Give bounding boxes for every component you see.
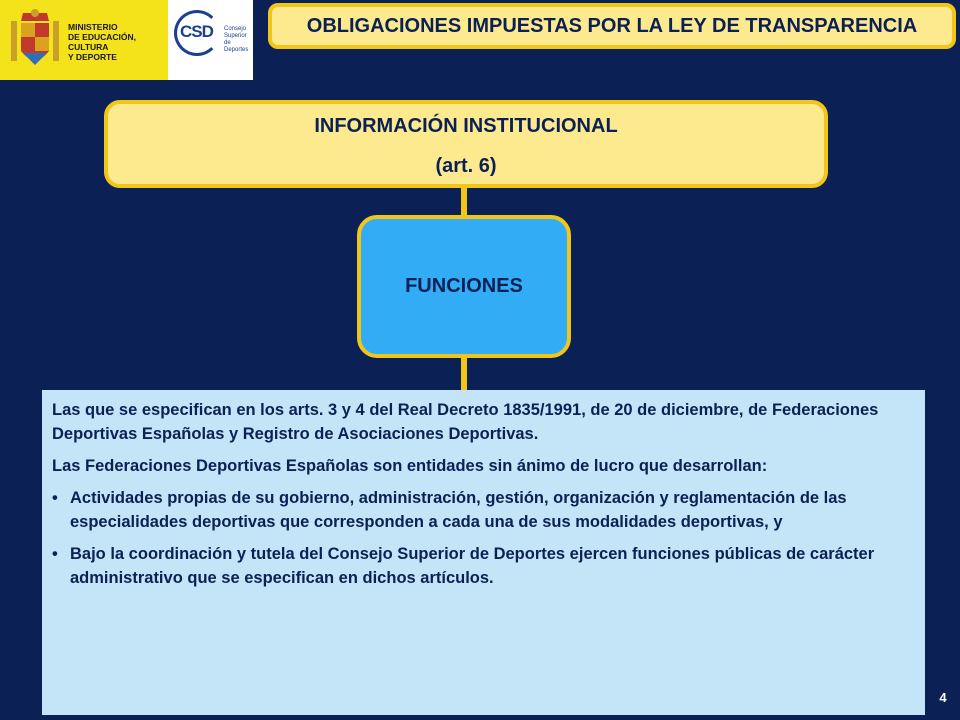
ministry-logo: [0, 0, 168, 80]
info-institucional-box: [104, 100, 828, 188]
content-paragraph: Las Federaciones Deportivas Españolas son entidades sin ánimo de lucro que desarrollan:: [52, 457, 768, 475]
list-item-text: Actividades propias de su gobierno, administración, gestión, organización y reglamentación de las especialidades deportivas que corresponden a cada una de sus modalidades deportivas, y: [70, 489, 847, 531]
page-number: 4: [939, 690, 947, 705]
csd-subtext: Consejo Superior de Deportes: [224, 26, 249, 53]
bullet-icon: •: [52, 489, 58, 507]
header-logos: [0, 0, 253, 80]
connector-line: [461, 186, 467, 218]
csd-logo: [172, 4, 250, 76]
list-item: [52, 542, 907, 590]
info-box-title: INFORMACIÓN INSTITUCIONAL: [314, 115, 618, 137]
list-item-text: Bajo la coordinación y tutela del Consejo Superior de Deportes ejercen funciones públicas de carácter administrativo que se especifican en dichos artículos.: [70, 545, 875, 587]
content-box: [42, 390, 925, 715]
coat-of-arms-icon: [9, 7, 61, 73]
info-box-subtitle: (art. 6): [435, 155, 497, 177]
funciones-box: [357, 215, 571, 358]
csd-letters: CSD: [180, 22, 213, 41]
banner-title: OBLIGACIONES IMPUESTAS POR LA LEY DE TRANSPARENCIA: [268, 3, 956, 49]
funciones-label: FUNCIONES: [405, 275, 523, 297]
content-paragraph: Las que se especifican en los arts. 3 y 4 del Real Decreto 1835/1991, de 20 de diciembre, de Federaciones Deportivas Españolas y Registro de Asociaciones Deportivas.: [52, 401, 879, 443]
connector-line: [461, 356, 467, 392]
bullet-icon: •: [52, 545, 58, 563]
ministry-name: MINISTERIO DE EDUCACIÓN, CULTURA Y DEPORTE: [68, 22, 137, 62]
list-item: [52, 486, 907, 534]
